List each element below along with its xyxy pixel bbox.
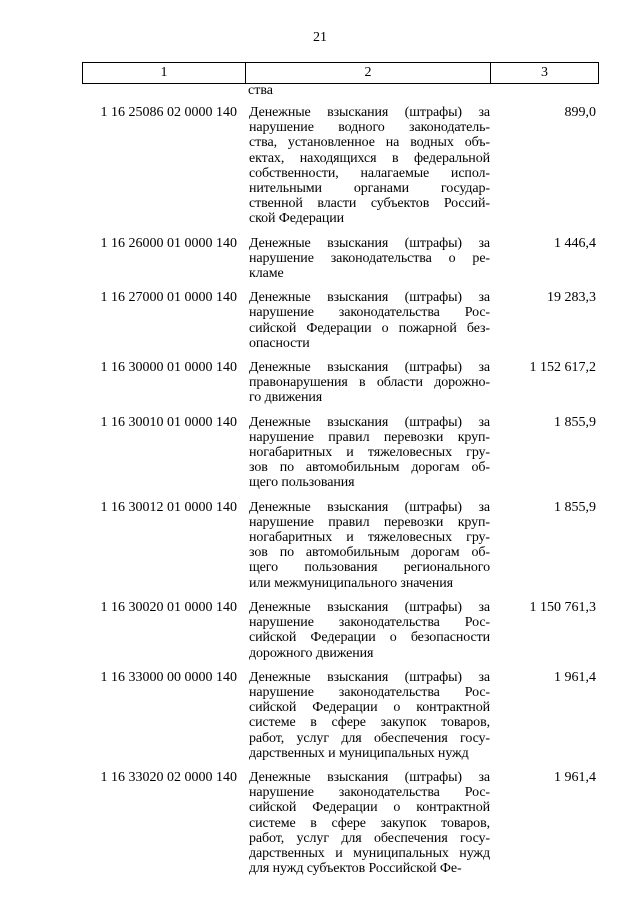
budget-classification-code: 1 16 27000 01 0000 140 [100, 290, 237, 306]
description-line: ской Федерации [249, 211, 345, 227]
table-row [82, 290, 599, 351]
amount-value: 1 961,4 [554, 669, 596, 685]
continuation-text: ства [248, 83, 273, 98]
description-line: собственности, налагаемые испол- [249, 165, 490, 181]
revenue-description [249, 500, 490, 591]
amount-value: 1 152 617,2 [529, 360, 596, 376]
column-header-1: 1 [83, 63, 246, 83]
description-line: сийской Федерации о контрактной [249, 700, 490, 716]
description-line: го движения [249, 390, 323, 406]
description-line: для нужд субъектов Российской Фе- [249, 861, 462, 877]
table-row [82, 770, 599, 876]
description-line: Денежные взыскания (штрафы) за [249, 360, 490, 376]
description-line: щего пользования регионального [249, 560, 490, 576]
table-column-header [82, 62, 599, 84]
description-line: зов по автомобильным дорогам об- [249, 460, 490, 476]
budget-classification-code: 1 16 30020 01 0000 140 [100, 599, 237, 615]
budget-classification-code: 1 16 30000 01 0000 140 [100, 360, 237, 376]
revenue-description [249, 360, 490, 406]
revenue-description [249, 770, 490, 876]
budget-classification-code: 1 16 33020 02 0000 140 [100, 769, 237, 785]
table-row [82, 600, 599, 661]
page-number: 21 [313, 30, 327, 45]
table-row [82, 500, 599, 591]
amount-value: 1 150 761,3 [529, 599, 596, 615]
description-line: сийской Федерации о контрактной [249, 800, 490, 816]
description-line: ственной власти субъектов Россий- [249, 196, 490, 212]
description-line: сийской Федерации о безопасности [249, 630, 490, 646]
revenue-description [249, 236, 490, 282]
description-line: кламе [249, 266, 284, 282]
budget-classification-code: 1 16 26000 01 0000 140 [100, 235, 237, 251]
amount-value: 1 961,4 [554, 769, 596, 785]
revenue-description [249, 670, 490, 761]
description-line: зов по автомобильным дорогам об- [249, 545, 490, 561]
description-line: дорожного движения [249, 645, 374, 661]
description-line: нарушение законодательства Рос- [249, 785, 490, 801]
description-line: ногабаритных и тяжеловесных гру- [249, 530, 490, 546]
description-line: правонарушения в области дорожно- [249, 375, 490, 391]
table-row [82, 105, 599, 227]
amount-value: 1 855,9 [554, 414, 596, 430]
description-line: ства, установленное на водных объ- [249, 135, 490, 151]
description-line: системе в сфере закупок товаров, [249, 715, 490, 731]
description-line: нарушение законодательства Рос- [249, 684, 490, 700]
description-line: ногабаритных и тяжеловесных гру- [249, 445, 490, 461]
description-line: нарушение правил перевозки круп- [249, 514, 490, 530]
table-row [82, 236, 599, 282]
description-line: нарушение правил перевозки круп- [249, 429, 490, 445]
description-line: системе в сфере закупок товаров, [249, 815, 490, 831]
amount-value: 1 855,9 [554, 499, 596, 515]
description-line: работ, услуг для обеспечения госу- [249, 730, 490, 746]
table-row [82, 415, 599, 491]
description-line: или межмуниципального значения [249, 575, 453, 591]
description-line: Денежные взыскания (штрафы) за [249, 599, 490, 615]
budget-classification-code: 1 16 25086 02 0000 140 [100, 105, 237, 120]
revenue-description [249, 290, 490, 351]
description-line: Денежные взыскания (штрафы) за [249, 235, 490, 251]
description-line: Денежные взыскания (штрафы) за [249, 290, 490, 306]
amount-value: 1 446,4 [554, 235, 596, 251]
revenue-description [249, 415, 490, 491]
description-line: нарушение законодательства Рос- [249, 615, 490, 631]
description-line: нарушение водного законодатель- [249, 120, 490, 136]
column-header-3: 3 [541, 65, 548, 80]
amount-value: 19 283,3 [547, 290, 596, 306]
description-line: Денежные взыскания (штрафы) за [249, 105, 490, 120]
description-line: нарушение законодательства Рос- [249, 305, 490, 321]
table-row [82, 670, 599, 761]
description-line: Денежные взыскания (штрафы) за [249, 769, 490, 785]
description-line: Денежные взыскания (штрафы) за [249, 414, 490, 430]
table-body [82, 105, 599, 885]
budget-classification-code: 1 16 33000 00 0000 140 [100, 669, 237, 685]
budget-classification-code: 1 16 30012 01 0000 140 [100, 499, 237, 515]
description-line: дарственных и муниципальных нужд [249, 745, 469, 761]
description-line: опасности [249, 335, 310, 351]
description-line: сийской Федерации о пожарной без- [249, 320, 490, 336]
description-line: дарственных и муниципальных нужд [249, 845, 490, 861]
budget-classification-code: 1 16 30010 01 0000 140 [100, 414, 237, 430]
column-header-2: 2 [246, 63, 491, 83]
description-line: ектах, находящихся в федеральной [249, 150, 490, 166]
description-line: нарушение законодательства о ре- [249, 250, 490, 266]
revenue-description [249, 600, 490, 661]
description-line: щего пользования [249, 475, 355, 491]
description-line: работ, услуг для обеспечения госу- [249, 830, 490, 846]
table-row [82, 360, 599, 406]
description-line: нительными органами государ- [249, 181, 490, 197]
amount-value: 899,0 [564, 105, 596, 120]
description-line: Денежные взыскания (штрафы) за [249, 669, 490, 685]
revenue-description [249, 105, 490, 227]
description-line: Денежные взыскания (штрафы) за [249, 499, 490, 515]
